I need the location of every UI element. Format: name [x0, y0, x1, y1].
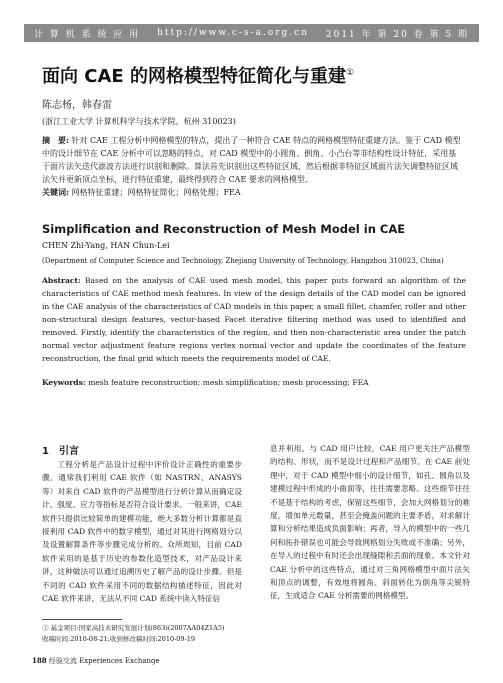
footnote-funding: ① 基金项目:国家高技术研究发展计划(863)(2007AA04Z1A5) [42, 624, 225, 632]
footnote-divider [42, 619, 122, 620]
title-footnote-marker: ① [345, 68, 355, 78]
journal-issue: 2011 年 第 20 卷 第 5 期 [325, 29, 469, 40]
paper-title-text: 面向 CAE 的网格模型特征简化与重建 [42, 66, 346, 87]
page-section-label: 经验交流 Experiences Exchange [48, 657, 160, 665]
keywords-block [42, 186, 462, 199]
en-keywords-label: Keywords: [42, 378, 86, 387]
english-keywords [42, 378, 466, 387]
paper-authors: 陈志杨，韩春雷 [42, 100, 112, 111]
paper-affiliation: (浙江工业大学 计算机科学与技术学院，杭州 310023) [42, 117, 236, 126]
abstract-label: 摘 要: [42, 135, 69, 145]
english-affiliation: (Department of Computer Science and Technology, Zhejiang University of Technology, Hangzhou 310023, China) [42, 257, 444, 265]
section-heading-intro: 1 引言 [42, 446, 79, 457]
footnote-dates: 收稿时间:2010-08-21;收到修改稿时间:2010-09-19 [42, 635, 196, 643]
en-keywords-text: mesh feature reconstruction; mesh simplification; mesh processing; FEA [88, 378, 369, 387]
chinese-abstract [42, 134, 462, 199]
english-title: Simplification and Reconstruction of Mesh Model in CAE [42, 222, 406, 236]
journal-header-bar [24, 24, 479, 42]
english-authors: CHEN Zhi-Yang, HAN Chun-Lei [42, 241, 170, 250]
left-paragraph: 工程分析是产品设计过程中评价设计正确性的重要步骤。通常我们利用 CAE 软件（如 NASTRN、ANASYS 等）对来自 CAD 软件的产品模型进行分析计算从而确定设计、强度、应力等指标是否符合设计要求。一般来讲，CAE 软件只提供比较简单的建模功能，绝大多数分析计算都是直接利用 CAD 软件中的数字模型，通过对其进行网格划分以及设置解算条件等步骤完成分析的。众所周知，目前 CAD 软件采用的是基于历史的参数化造型技术，对产品设计来讲，这种做法可以通过追溯历史了解产品的设计步骤。但是不同的 CAD 软件采用不同的数据结构描述特征，因此对 CAE 软件来讲，无法从不同 CAD 系统中读入特征信 [42, 460, 242, 604]
journal-name: 计 算 机 系 统 应 用 [34, 29, 141, 40]
abstract-block [42, 134, 462, 186]
en-abstract-label: Abstract: [42, 276, 81, 285]
right-column [270, 442, 470, 603]
left-column [42, 458, 242, 605]
en-abstract-text: Based on the analysis of CAE used mesh model, this paper puts forward an algorithm of the characteristics of CAE method mesh features. In view of the design details of the CAD model can be ignored in the CAE analysis of the characteristics of CAD models in this paper, a small fillet, chamfer, roller and other non-structural design features, vector-based Facet iterative filtering method was used to identified and removed. Firstly, identify the characteristics of the region, and then non-characteristic area under the patch normal vector adjustment feature regions vertex normal vector and update the coordinates of the feature reconstruction, the final grid which meets the requirements model of CAE. [42, 276, 466, 363]
right-paragraph: 息并利用。与 CAD 用户比较，CAE 用户更关注产品模型的结构、形状，而不是设计过程和产品细节。在 CAE 前处理中，对于 CAD 模型中细小的设计细节，如孔、圆角以及建模过程中形成的小曲面等，往往需要忽略。这些细节往往不是基于结构的考虑，保留这些细节，会加大网格划分的难度，增加单元数量，甚至会掩盖问题的主要矛盾，对求解计算和分析结果造成负面影响；再者，导入的模型中的一些几何和拓扑错误也可能会导致网格划分失败或不准确；另外，在导入的过程中有时还会出现缝隙和丢面的现象。本文针对 CAE 分析中的这些特点，通过对三角网格模型中面片法矢和顶点的调整，有效地将圆角、斜面转化为倒角等尖锐特征，生成适合 CAE 分析需要的网格模型。 [270, 444, 470, 601]
footnote [42, 623, 342, 645]
keywords-label: 关键词: [42, 187, 69, 197]
english-abstract [42, 274, 466, 365]
paper-title [42, 62, 462, 88]
journal-url[interactable]: http://www.c-s-a.org.cn [157, 28, 309, 38]
page-footer [32, 656, 160, 666]
keywords-text: 网格特征重建；网格特征简化；网格处理；FEA [71, 188, 241, 197]
abstract-text: 针对 CAE 工程分析中网格模型的特点，提出了一种符合 CAE 特点的网格模型特征重建方法。鉴于 CAD 模型中的设计细节在 CAE 分析中可以忽略的特点，对 CAD 模型中的小圆角、倒角、小凸台等非结构性设计特征，采用基于面片法矢迭代滤波方法进行识别和删除。算法首先识别出这些特征区域，然后根据非特征区域面片法矢调整特征区域法矢并更新顶点坐标，进行特征重建，最终得到符合 CAE 要求的网格模型。 [42, 136, 461, 184]
page-number: 188 [32, 656, 47, 665]
